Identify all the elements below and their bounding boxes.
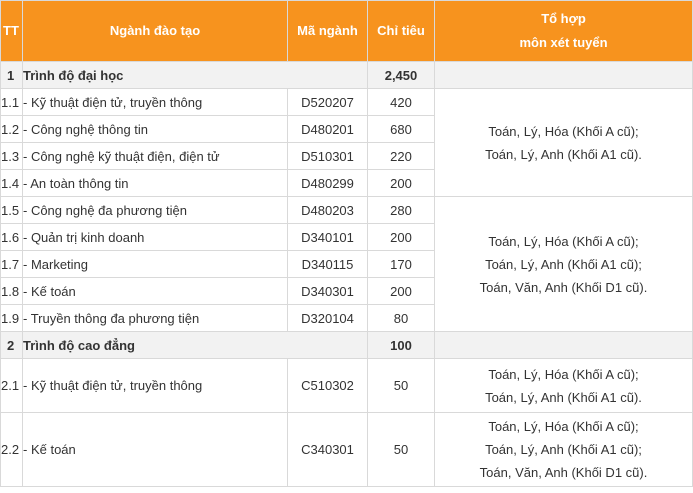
row-name: - Marketing [23, 251, 288, 278]
header-code: Mã ngành [288, 1, 368, 62]
row-name: - An toàn thông tin [23, 170, 288, 197]
combo-line: Toán, Lý, Hóa (Khối A cũ); [488, 419, 639, 434]
row-code: D480201 [288, 116, 368, 143]
row-tt: 2.1 [1, 359, 23, 413]
combo-line: Toán, Lý, Hóa (Khối A cũ); [488, 233, 639, 249]
row-name: - Kế toán [23, 413, 288, 487]
table-row [1, 413, 693, 487]
row-name: - Quản trị kinh doanh [23, 224, 288, 251]
header-combo [435, 1, 693, 62]
row-code: D340301 [288, 278, 368, 305]
combo-line: Toán, Lý, Anh (Khối A1 cũ); [485, 442, 642, 457]
row-code: D320104 [288, 305, 368, 332]
row-code: D340101 [288, 224, 368, 251]
row-name: - Kế toán [23, 278, 288, 305]
row-tt: 1.2 [1, 116, 23, 143]
row-code: C510302 [288, 359, 368, 413]
row-quota: 50 [368, 413, 435, 487]
combo-cell-a [435, 89, 693, 197]
combo-cell [435, 359, 693, 413]
combo-line: Toán, Lý, Anh (Khối A1 cũ). [485, 389, 642, 405]
combo-line: Toán, Lý, Anh (Khối A1 cũ); [485, 256, 642, 272]
group-row-college [1, 332, 693, 359]
table-row [1, 359, 693, 413]
row-tt: 1.4 [1, 170, 23, 197]
row-code: D510301 [288, 143, 368, 170]
row-quota: 420 [368, 89, 435, 116]
group-quota: 100 [368, 332, 435, 359]
row-tt: 2.2 [1, 413, 23, 487]
combo-cell [435, 413, 693, 487]
row-quota: 170 [368, 251, 435, 278]
row-tt: 1.6 [1, 224, 23, 251]
row-quota: 200 [368, 170, 435, 197]
combo-line: Toán, Lý, Anh (Khối A1 cũ). [485, 146, 642, 162]
row-tt: 1.7 [1, 251, 23, 278]
row-tt: 1.9 [1, 305, 23, 332]
header-major: Ngành đào tạo [23, 1, 288, 62]
header-combo-line2: môn xét tuyển [519, 35, 608, 50]
row-quota: 220 [368, 143, 435, 170]
group-tt: 2 [1, 332, 23, 359]
header-row [1, 1, 693, 62]
group-combo-blank [435, 332, 693, 359]
combo-line: Toán, Văn, Anh (Khối D1 cũ). [479, 279, 648, 295]
row-quota: 200 [368, 224, 435, 251]
table-row [1, 89, 693, 116]
row-quota: 200 [368, 278, 435, 305]
group-quota: 2,450 [368, 62, 435, 89]
combo-cell-b [435, 197, 693, 332]
row-tt: 1.3 [1, 143, 23, 170]
row-quota: 680 [368, 116, 435, 143]
row-code: C340301 [288, 413, 368, 487]
group-tt: 1 [1, 62, 23, 89]
group-title: Trình độ đại học [23, 62, 368, 89]
table-row [1, 197, 693, 224]
row-tt: 1.1 [1, 89, 23, 116]
row-name: - Công nghệ đa phương tiện [23, 197, 288, 224]
row-name: - Kỹ thuật điện tử, truyền thông [23, 359, 288, 413]
combo-line: Toán, Văn, Anh (Khối D1 cũ). [479, 465, 648, 480]
row-name: - Kỹ thuật điện tử, truyền thông [23, 89, 288, 116]
row-code: D480203 [288, 197, 368, 224]
row-quota: 50 [368, 359, 435, 413]
header-combo-line1: Tổ hợp [541, 11, 586, 26]
row-name: - Công nghệ kỹ thuật điện, điện tử [23, 143, 288, 170]
combo-line: Toán, Lý, Hóa (Khối A cũ); [488, 123, 639, 139]
row-quota: 280 [368, 197, 435, 224]
row-tt: 1.8 [1, 278, 23, 305]
combo-line: Toán, Lý, Hóa (Khối A cũ); [488, 366, 639, 382]
row-code: D520207 [288, 89, 368, 116]
group-combo-blank [435, 62, 693, 89]
row-code: D480299 [288, 170, 368, 197]
row-name: - Công nghệ thông tin [23, 116, 288, 143]
header-tt: TT [1, 1, 23, 62]
header-quota: Chỉ tiêu [368, 1, 435, 62]
group-title: Trình độ cao đẳng [23, 332, 368, 359]
row-code: D340115 [288, 251, 368, 278]
group-row-university [1, 62, 693, 89]
row-name: - Truyền thông đa phương tiện [23, 305, 288, 332]
row-quota: 80 [368, 305, 435, 332]
row-tt: 1.5 [1, 197, 23, 224]
